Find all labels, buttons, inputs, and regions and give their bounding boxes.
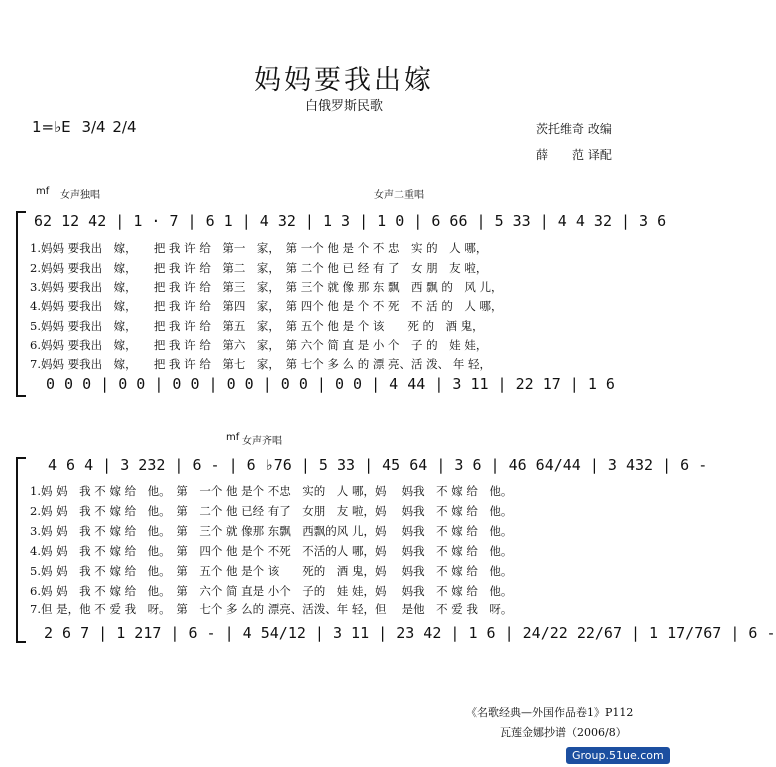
lyric-verse-7: 7.妈妈 要我出 嫁， 把 我 许 给 第七 家， 第 七个 多 么 的 漂 亮、活 泼、 年 轻， [30,357,491,371]
part-label-tutti: 女声齐唱 [242,436,282,447]
lyric-verse-5-b: 5.妈 妈 我 不 嫁 给 他。 第 五个 他 是个 该 死的 酒 鬼，妈 妈我 不 嫁 给 他。 [30,564,513,578]
lyric-verse-1: 1.妈妈 要我出 嫁， 把 我 许 给 第一 家， 第 一个 他 是 个 不 忠 实 的 人 哪， [30,241,488,255]
key-signature [32,118,137,136]
song-title: 妈妈要我出嫁 [254,65,434,96]
bracket-bottom-2 [16,641,26,643]
lyric-verse-6: 6.妈妈 要我出 嫁， 把 我 许 给 第六 家， 第 六个 简 直 是 小 个 子 的 娃 娃， [30,338,488,352]
part-label-duet: 女声二重唱 [374,190,424,201]
source-citation: 《名歌经典—外国作品卷1》P112 [466,706,634,719]
dynamic-marking-2: mf [226,432,240,443]
lyric-verse-1-b: 1.妈 妈 我 不 嫁 给 他。 第 一个 他 是个 不忠 实的 人 哪，妈 妈我 不 嫁 给 他。 [30,484,513,498]
harmony-line-1: 0 0 0 | 0 0 | 0 0 | 0 0 | 0 0 | 0 0 | 4 44 | 3 11 | 22 17 | 1 6 [46,375,615,393]
key-label: 1=♭E [32,118,71,136]
lyric-verse-3-b: 3.妈 妈 我 不 嫁 给 他。 第 三个 就 像那 东飘 西飘的风 儿，妈 妈我 不 嫁 给 他。 [30,524,513,538]
site-watermark: Group.51ue.com [566,747,670,764]
lyric-verse-3: 3.妈妈 要我出 嫁， 把 我 许 给 第三 家， 第 三个 就 像 那 东 飘 西 飘 的 风 儿， [30,280,503,294]
translator-credit: 薛 范 译配 [536,148,612,162]
part-label-solo: 女声独唱 [60,190,100,201]
bracket-top-1 [16,211,26,213]
melody-line-1: 62 12 42 | 1 · 7 | 6 1 | 4 32 | 1 3 | 1 0 | 6 66 | 5 33 | 4 4 32 | 3 6 [34,212,667,230]
lyric-verse-6-b: 6.妈 妈 我 不 嫁 给 他。 第 六个 简 直是 小个 子的 娃 娃，妈 妈我 不 嫁 给 他。 [30,584,513,598]
bracket-top-2 [16,457,26,459]
time-signature-2: 2/4 [112,118,137,136]
lyric-verse-2-b: 2.妈 妈 我 不 嫁 给 他。 第 二个 他 已经 有了 女朋 友 啦，妈 妈我 不 嫁 给 他。 [30,504,513,518]
bracket-bottom-1 [16,395,26,397]
arranger-credit: 茨托维奇 改编 [536,122,612,136]
system-bracket-2 [16,457,18,643]
dynamic-marking-1: mf [36,186,50,197]
copyist-credit: 瓦莲金娜抄谱（2006/8） [500,726,627,739]
melody-line-2: 4 6 4 | 3 232 | 6 - | 6 ♭76 | 5 33 | 45 64 | 3 6 | 46 64/44 | 3 432 | 6 - [48,456,708,474]
lyric-verse-7-b: 7.但 是，他 不 爱 我 呀。 第 七个 多 么的 漂亮、活泼、年 轻，但 是他 不 爱 我 呀。 [30,602,513,616]
system-bracket-1 [16,211,18,397]
lyric-verse-5: 5.妈妈 要我出 嫁， 把 我 许 给 第五 家， 第 五个 他 是 个 该 死 的 酒 鬼， [30,319,484,333]
lyric-verse-2: 2.妈妈 要我出 嫁， 把 我 许 给 第二 家， 第 二个 他 已 经 有 了 女 朋 友 啦， [30,261,488,275]
time-signature-1: 3/4 [81,118,106,136]
lyric-verse-4: 4.妈妈 要我出 嫁， 把 我 许 给 第四 家， 第 四个 他 是 个 不 死 不 活 的 人 哪， [30,299,503,313]
lyric-verse-4-b: 4.妈 妈 我 不 嫁 给 他。 第 四个 他 是个 不死 不活的人 哪，妈 妈我 不 嫁 给 他。 [30,544,513,558]
song-subtitle: 白俄罗斯民歌 [304,99,383,114]
harmony-line-2: 2 6 7 | 1 217 | 6 - | 4 54/12 | 3 11 | 23 42 | 1 6 | 24/22 22/67 | 1 17/767 | 6 - [44,624,776,642]
